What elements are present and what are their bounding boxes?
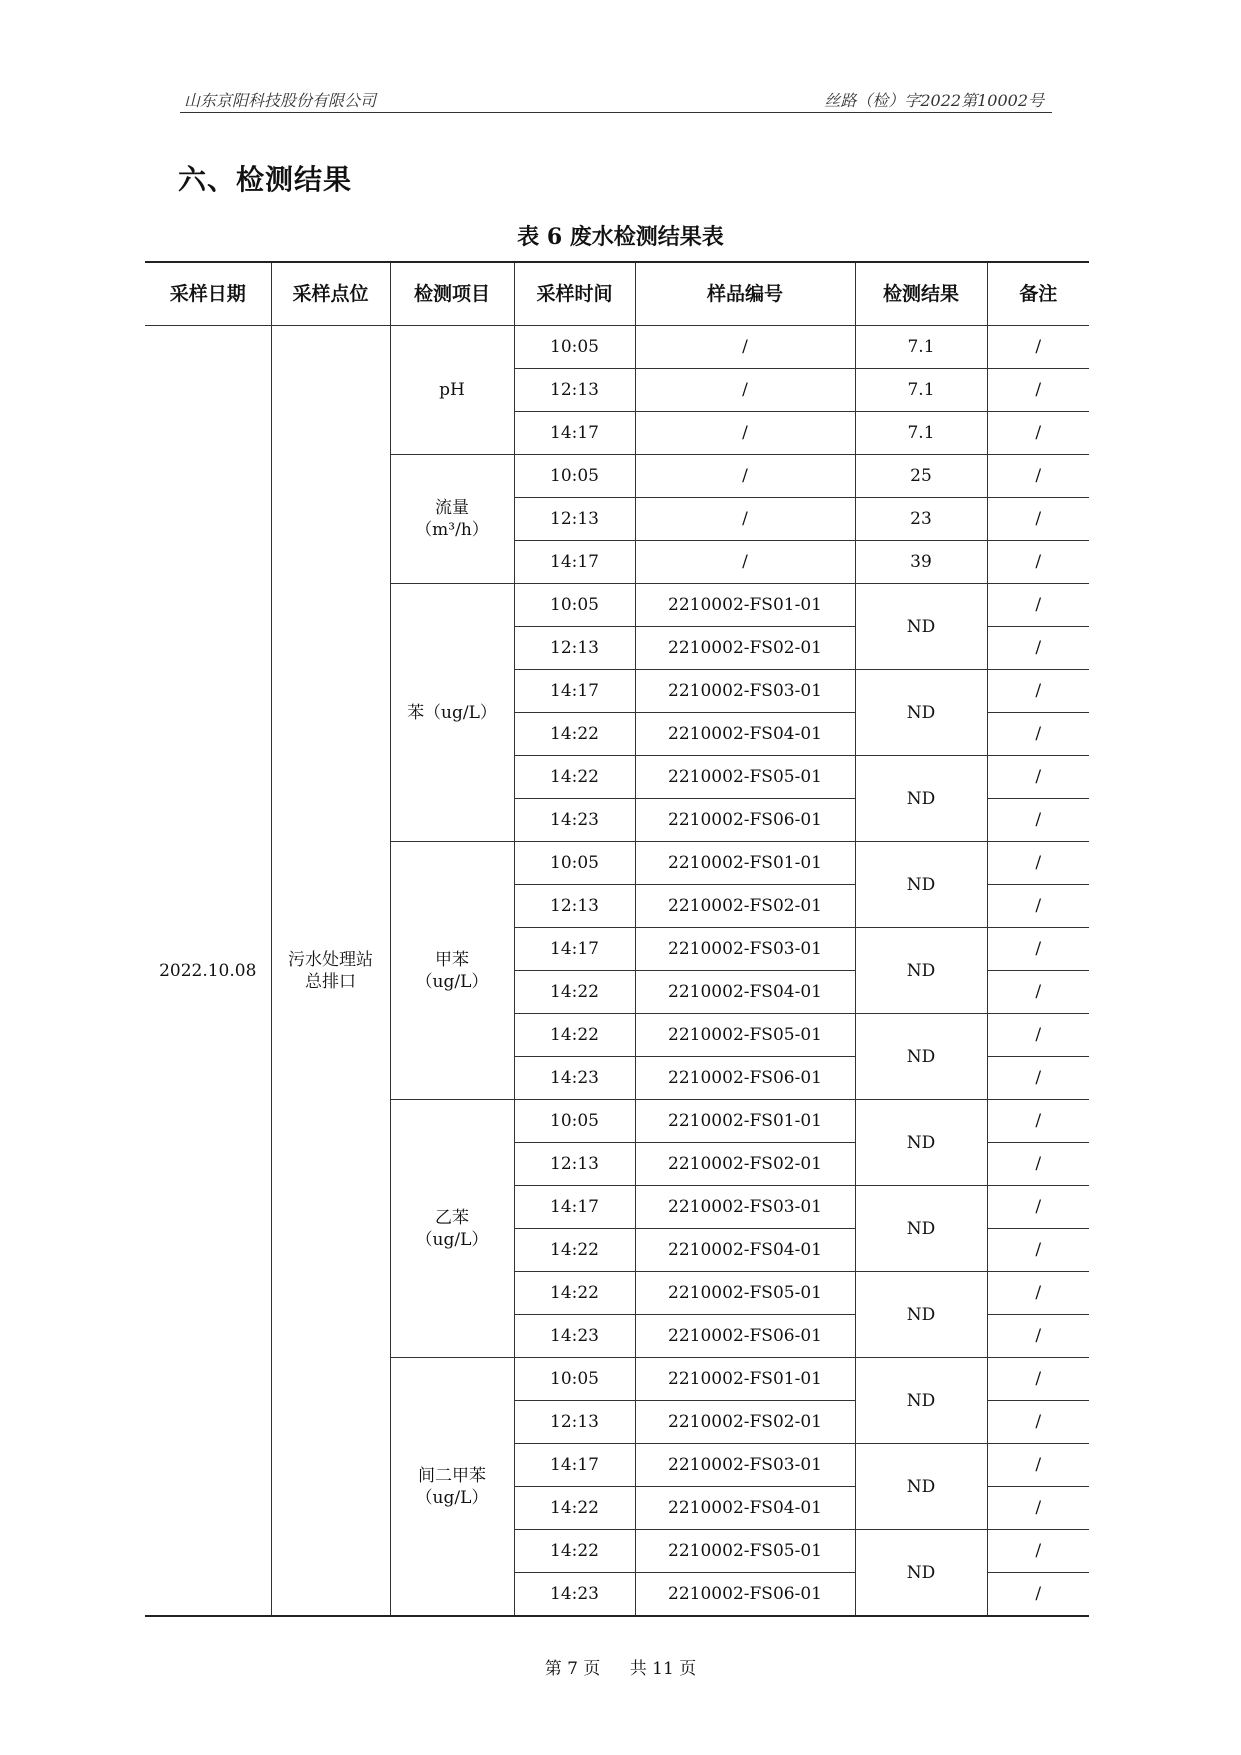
- remark: /: [987, 369, 1089, 412]
- sampling-time: 14:23: [514, 1315, 635, 1358]
- sample-id: 2210002-FS03-01: [635, 1186, 855, 1229]
- remark: /: [987, 1229, 1089, 1272]
- remark: /: [987, 713, 1089, 756]
- sampling-time: 14:17: [514, 670, 635, 713]
- table-row: [145, 326, 1089, 369]
- section-title: 六、检测结果: [178, 163, 353, 196]
- sample-id: 2210002-FS06-01: [635, 1315, 855, 1358]
- column-header: 采样日期: [145, 262, 271, 326]
- remark: /: [987, 1272, 1089, 1315]
- sampling-time: 14:22: [514, 1530, 635, 1573]
- test-item: [390, 842, 514, 1100]
- remark: /: [987, 928, 1089, 971]
- test-item-unit: （ug/L）: [415, 1229, 489, 1250]
- remark: /: [987, 971, 1089, 1014]
- test-result: ND: [855, 1358, 987, 1444]
- remark: /: [987, 1143, 1089, 1186]
- sampling-time: 14:17: [514, 1186, 635, 1229]
- sample-id: 2210002-FS05-01: [635, 1014, 855, 1057]
- sampling-time: 12:13: [514, 627, 635, 670]
- remark: /: [987, 1057, 1089, 1100]
- test-result: 7.1: [855, 369, 987, 412]
- test-item-name: 甲苯: [435, 949, 469, 970]
- sample-id: /: [635, 455, 855, 498]
- column-header: 采样点位: [271, 262, 390, 326]
- column-header: 检测项目: [390, 262, 514, 326]
- test-result: ND: [855, 1444, 987, 1530]
- remark: /: [987, 799, 1089, 842]
- sample-id: /: [635, 326, 855, 369]
- sample-id: 2210002-FS06-01: [635, 1573, 855, 1617]
- sample-id: 2210002-FS06-01: [635, 799, 855, 842]
- page-footer: [0, 1654, 1241, 1679]
- test-item-name: 乙苯: [435, 1207, 469, 1228]
- sample-id: 2210002-FS03-01: [635, 1444, 855, 1487]
- page-number: 第 7 页: [544, 1659, 601, 1679]
- test-item-name: 间二甲苯: [418, 1465, 486, 1486]
- remark: /: [987, 1573, 1089, 1617]
- sample-id: /: [635, 412, 855, 455]
- remark: /: [987, 1186, 1089, 1229]
- sample-id: 2210002-FS03-01: [635, 670, 855, 713]
- sampling-date: 2022.10.08: [145, 326, 271, 1617]
- sampling-time: 10:05: [514, 584, 635, 627]
- remark: /: [987, 842, 1089, 885]
- sampling-time: 12:13: [514, 1401, 635, 1444]
- sample-id: 2210002-FS01-01: [635, 842, 855, 885]
- column-header: 采样时间: [514, 262, 635, 326]
- page-header: [180, 84, 1052, 113]
- sample-id: 2210002-FS03-01: [635, 928, 855, 971]
- sampling-time: 12:13: [514, 1143, 635, 1186]
- table-title: 表 6 废水检测结果表: [517, 224, 724, 250]
- sample-id: 2210002-FS02-01: [635, 1401, 855, 1444]
- sampling-time: 14:23: [514, 1057, 635, 1100]
- test-result: ND: [855, 756, 987, 842]
- sampling-time: 12:13: [514, 369, 635, 412]
- sampling-time: 14:23: [514, 799, 635, 842]
- test-item-name: pH: [439, 380, 465, 400]
- remark: /: [987, 885, 1089, 928]
- sampling-time: 14:22: [514, 756, 635, 799]
- test-result: ND: [855, 1014, 987, 1100]
- sample-id: 2210002-FS02-01: [635, 1143, 855, 1186]
- test-result: ND: [855, 1100, 987, 1186]
- column-header: 样品编号: [635, 262, 855, 326]
- sample-id: /: [635, 369, 855, 412]
- test-item-name: 苯（ug/L）: [407, 702, 497, 723]
- column-header: 备注: [987, 262, 1089, 326]
- sampling-time: 10:05: [514, 1358, 635, 1401]
- sample-id: 2210002-FS01-01: [635, 1358, 855, 1401]
- test-item: [390, 1358, 514, 1617]
- sampling-time: 10:05: [514, 326, 635, 369]
- column-header: 检测结果: [855, 262, 987, 326]
- test-item: [390, 584, 514, 842]
- sample-id: 2210002-FS02-01: [635, 885, 855, 928]
- wastewater-results-table: [145, 261, 1089, 1617]
- test-result: ND: [855, 1530, 987, 1617]
- sample-id: 2210002-FS01-01: [635, 1100, 855, 1143]
- company-name: 山东京阳科技股份有限公司: [184, 91, 377, 110]
- test-item-unit: （ug/L）: [415, 1487, 489, 1508]
- remark: /: [987, 1100, 1089, 1143]
- remark: /: [987, 1487, 1089, 1530]
- remark: /: [987, 584, 1089, 627]
- sampling-site: 污水处理站总排口: [271, 326, 390, 1617]
- sample-id: 2210002-FS05-01: [635, 1530, 855, 1573]
- sample-id: /: [635, 498, 855, 541]
- test-result: ND: [855, 842, 987, 928]
- sampling-time: 10:05: [514, 455, 635, 498]
- sampling-time: 14:22: [514, 1487, 635, 1530]
- remark: /: [987, 1401, 1089, 1444]
- sample-id: /: [635, 541, 855, 584]
- sampling-time: 14:17: [514, 541, 635, 584]
- sample-id: 2210002-FS04-01: [635, 1229, 855, 1272]
- sample-id: 2210002-FS04-01: [635, 1487, 855, 1530]
- remark: /: [987, 670, 1089, 713]
- test-item-name: 流量: [435, 498, 469, 518]
- sample-id: 2210002-FS05-01: [635, 1272, 855, 1315]
- sampling-time: 12:13: [514, 498, 635, 541]
- remark: /: [987, 498, 1089, 541]
- sampling-time: 14:17: [514, 928, 635, 971]
- sample-id: 2210002-FS04-01: [635, 713, 855, 756]
- test-item: [390, 455, 514, 584]
- page-total: 共 11 页: [629, 1659, 697, 1679]
- sample-id: 2210002-FS05-01: [635, 756, 855, 799]
- remark: /: [987, 1014, 1089, 1057]
- remark: /: [987, 326, 1089, 369]
- test-result: ND: [855, 670, 987, 756]
- remark: /: [987, 1315, 1089, 1358]
- test-item: [390, 326, 514, 455]
- remark: /: [987, 756, 1089, 799]
- sampling-time: 14:22: [514, 971, 635, 1014]
- remark: /: [987, 541, 1089, 584]
- test-result: ND: [855, 1272, 987, 1358]
- sampling-time: 14:22: [514, 1014, 635, 1057]
- remark: /: [987, 1530, 1089, 1573]
- sampling-time: 14:23: [514, 1573, 635, 1617]
- sampling-time: 14:17: [514, 1444, 635, 1487]
- remark: /: [987, 1444, 1089, 1487]
- table-header-row: [145, 262, 1089, 326]
- remark: /: [987, 455, 1089, 498]
- report-number: 丝路（检）字2022第10002号: [824, 91, 1044, 110]
- test-result: 25: [855, 455, 987, 498]
- sampling-time: 14:17: [514, 412, 635, 455]
- sample-id: 2210002-FS01-01: [635, 584, 855, 627]
- remark: /: [987, 1358, 1089, 1401]
- test-result: ND: [855, 1186, 987, 1272]
- sample-id: 2210002-FS02-01: [635, 627, 855, 670]
- sample-id: 2210002-FS06-01: [635, 1057, 855, 1100]
- test-result: ND: [855, 584, 987, 670]
- sampling-time: 10:05: [514, 842, 635, 885]
- test-item-unit: （m³/h）: [415, 520, 489, 540]
- sampling-time: 12:13: [514, 885, 635, 928]
- test-result: 39: [855, 541, 987, 584]
- test-result: 7.1: [855, 326, 987, 369]
- sampling-time: 14:22: [514, 1272, 635, 1315]
- test-result: 7.1: [855, 412, 987, 455]
- sample-id: 2210002-FS04-01: [635, 971, 855, 1014]
- test-result: 23: [855, 498, 987, 541]
- sampling-time: 14:22: [514, 713, 635, 756]
- remark: /: [987, 412, 1089, 455]
- test-item: [390, 1100, 514, 1358]
- remark: /: [987, 627, 1089, 670]
- sampling-time: 10:05: [514, 1100, 635, 1143]
- test-item-unit: （ug/L）: [415, 971, 489, 992]
- test-result: ND: [855, 928, 987, 1014]
- sampling-time: 14:22: [514, 1229, 635, 1272]
